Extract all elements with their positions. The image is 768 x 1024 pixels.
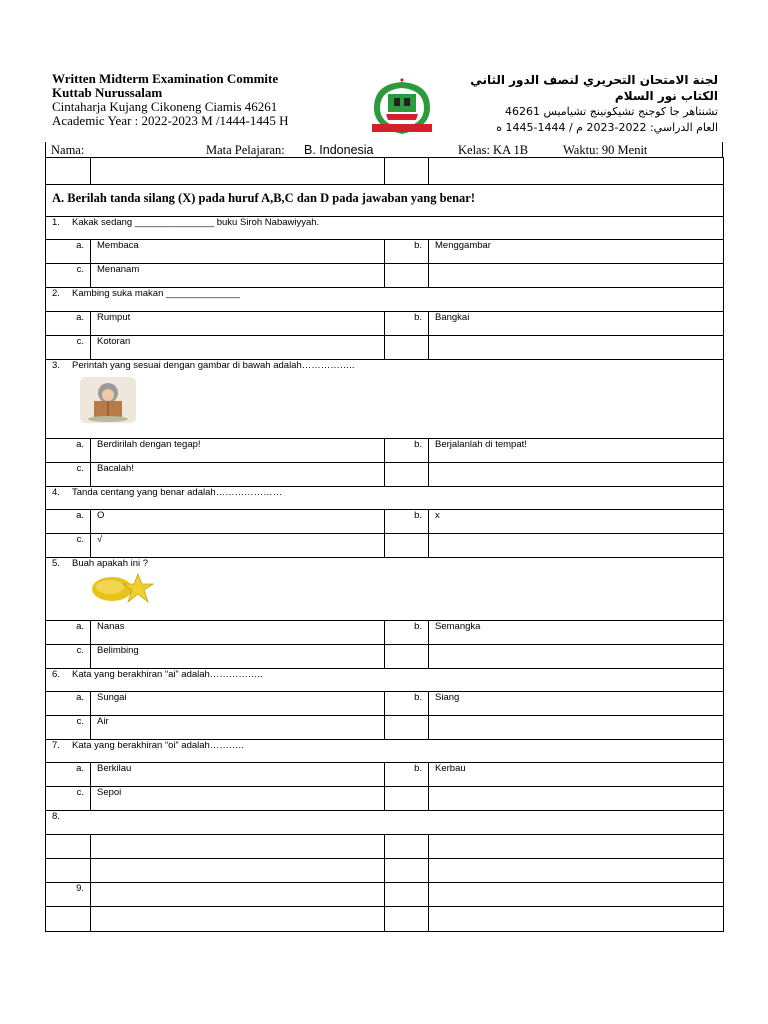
option-2a[interactable]: Rumput <box>91 312 385 336</box>
question-8: 8. <box>46 811 724 835</box>
question-5: 5. Buah apakah ini ? <box>46 558 724 621</box>
question-text: Perintah yang sesuai dengan gambar di bawah adalah…………….. <box>72 360 355 371</box>
option-4c[interactable]: √ <box>91 534 385 558</box>
school-address: Cintaharja Kujang Cikoneng Ciamis 46261 <box>52 99 278 114</box>
header-right <box>458 72 718 136</box>
question-7: 7. Kata yang berakhiran “oi” adalah……….. <box>46 740 724 763</box>
exam-table: A. Berilah tanda silang (X) pada huruf A,B,C dan D pada jawaban yang benar! 1. Kakak sedang _______________ buku Siroh Nabawiyyah. a. Membaca b. Menggambar c. Menanam 2. Kambing suka makan ______________ a. Rumput b. Bangkai c. Kotoran 3. Perintah yang sesuai dengan gambar di bawah adalah…………….. a. Berdirilah dengan tegap! b. Berjalanlah di tempat! c. Bacalah! 4. Tanda centang yang benar adalah………………… a. O b. x c. √ 5. Buah apakah ini ? a. Nanas b. Semangka c. Belimbing 6. Kata yang berakhiran “ai” adalah…………….. a. Sungai b. Siang c. Air 7. Kata yang berakhiran “oi” adalah……….. a. Berkilau b. Kerbau c. Sepoi 8. 9. <box>45 157 724 932</box>
question-text: Kakak sedang _______________ buku Siroh Nabawiyyah. <box>72 217 320 228</box>
section-a-instruction: A. Berilah tanda silang (X) pada huruf A,B,C dan D pada jawaban yang benar! <box>46 185 724 217</box>
question-text: Kata yang berakhiran “ai” adalah…………….. <box>72 669 263 680</box>
nama-label: Nama: <box>51 143 85 157</box>
option-1b[interactable]: Menggambar <box>429 240 724 264</box>
school-address-arabic: تشنتاهر جا كوجنج تشيكونينج تشياميس 46261 <box>504 105 718 118</box>
question-text: Kata yang berakhiran “oi” adalah……….. <box>72 740 244 751</box>
header-left <box>52 72 289 128</box>
option-1a[interactable]: Membaca <box>91 240 385 264</box>
reading-child-image <box>80 377 136 423</box>
committee-title: Written Midterm Examination Commite <box>52 71 279 86</box>
question-text: Buah apakah ini ? <box>72 558 149 569</box>
option-6c[interactable]: Air <box>91 716 385 740</box>
option-4a[interactable]: O <box>91 510 385 534</box>
option-2c[interactable]: Kotoran <box>91 336 385 360</box>
mapel-value: B. Indonesia <box>304 143 374 157</box>
option-7a[interactable]: Berkilau <box>91 763 385 787</box>
committee-title-arabic: لجنة الامتحان التحريري لنصف الدور الثاني <box>470 73 718 87</box>
option-5a[interactable]: Nanas <box>91 621 385 645</box>
blank-row <box>46 158 724 185</box>
question-4: 4. Tanda centang yang benar adalah………………… <box>46 487 724 510</box>
option-7c[interactable]: Sepoi <box>91 787 385 811</box>
option-7b[interactable]: Kerbau <box>429 763 724 787</box>
question-9-number: 9. <box>46 883 91 907</box>
option-5b[interactable]: Semangka <box>429 621 724 645</box>
option-6b[interactable]: Siang <box>429 692 724 716</box>
waktu-label: Waktu: 90 Menit <box>563 143 648 157</box>
school-name: Kuttab Nurussalam <box>52 85 163 100</box>
option-3a[interactable]: Berdirilah dengan tegap! <box>91 439 385 463</box>
info-line <box>45 143 723 157</box>
option-3c[interactable]: Bacalah! <box>91 463 385 487</box>
option-2b[interactable]: Bangkai <box>429 312 724 336</box>
kelas-label: Kelas: KA 1B <box>458 143 529 157</box>
question-3: 3. Perintah yang sesuai dengan gambar di bawah adalah…………….. <box>46 360 724 439</box>
option-1c[interactable]: Menanam <box>91 264 385 288</box>
academic-year-arabic: العام الدراسي: 2022-2023 م / 1444-1445 ه <box>496 121 718 134</box>
question-6: 6. Kata yang berakhiran “ai” adalah…………….. <box>46 669 724 692</box>
option-5c[interactable]: Belimbing <box>91 645 385 669</box>
option-3b[interactable]: Berjalanlah di tempat! <box>429 439 724 463</box>
school-name-arabic: الكتاب نور السلام <box>614 89 718 103</box>
question-2: 2. Kambing suka makan ______________ <box>46 288 724 312</box>
question-1: 1. Kakak sedang _______________ buku Siroh Nabawiyyah. <box>46 217 724 240</box>
school-logo <box>366 78 438 140</box>
starfruit-image <box>90 572 154 604</box>
option-6a[interactable]: Sungai <box>91 692 385 716</box>
question-text: Kambing suka makan ______________ <box>72 288 240 299</box>
question-text: Tanda centang yang benar adalah………………… <box>72 487 283 498</box>
academic-year: Academic Year : 2022-2023 M /1444-1445 H <box>52 113 289 128</box>
mapel-label: Mata Pelajaran: <box>206 143 285 157</box>
option-4b[interactable]: x <box>429 510 724 534</box>
